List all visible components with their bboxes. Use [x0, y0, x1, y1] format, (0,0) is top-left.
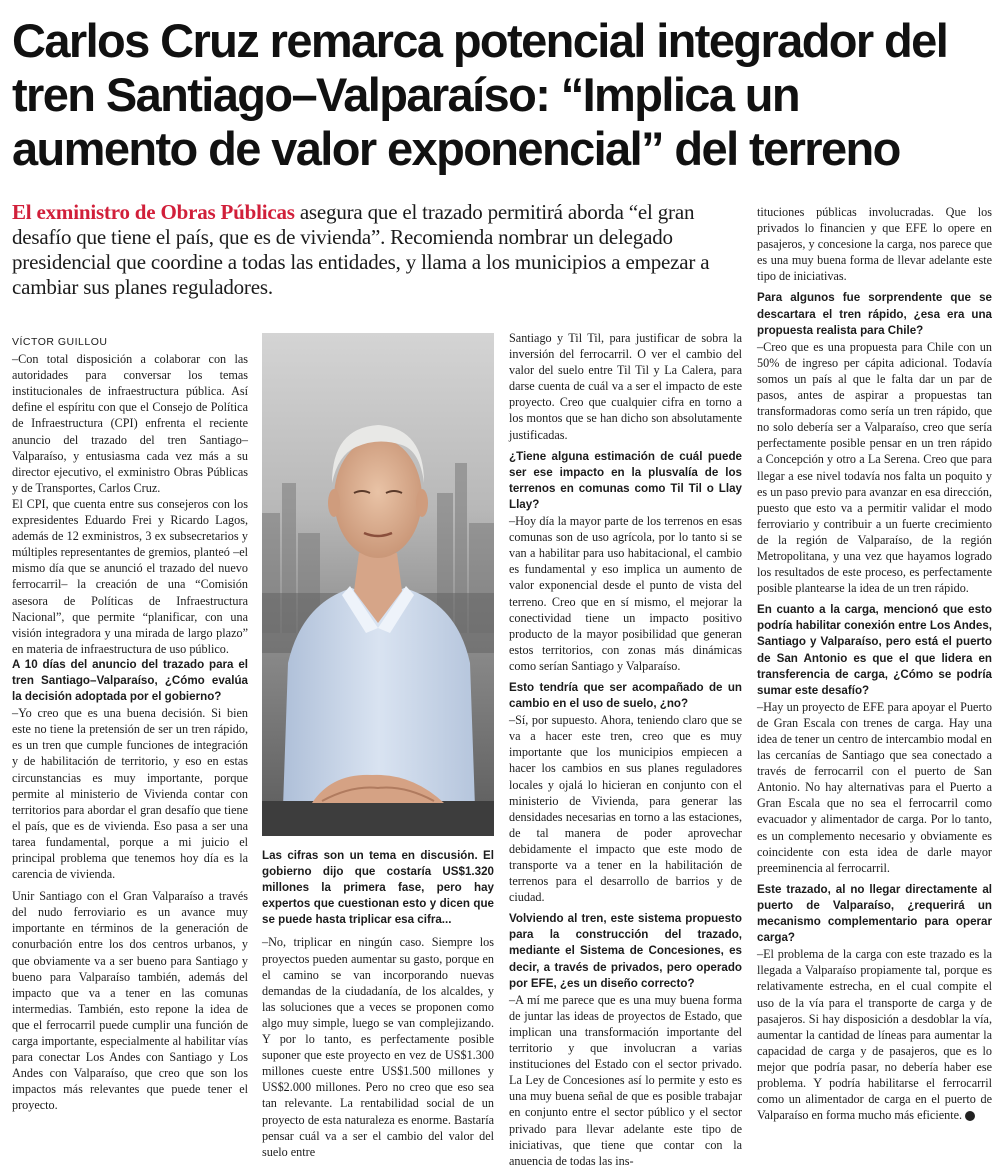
headline: Carlos Cruz remarca potencial integrador del tren Santiago–Valparaíso: “Implica un aumento de valor exponencial” del terreno [12, 14, 948, 175]
column-4 [757, 204, 992, 1123]
paragraph: –Con total disposición a colaborar con las autoridades para conversar los temas institucionales de infraestructura pública. Así define el espíritu con que el Consejo de Política de Infraestructura (CPI) enfrenta el reciente anuncio del trazado del tren Santiago–Valparaíso, y entusiasma cada vez más a su director ejecutivo, el exministro Obras Públicas y de Transportes, Carlos Cruz. [12, 352, 248, 495]
lead-text: asegura que el trazado permitirá aborda “el gran desafío que tiene el país, que es de vivienda”. Recomienda nombrar un delegado presidencial que coordine a todas las entidades, y llama a los municipios a empezar a cambiar sus planes reguladores. [12, 200, 710, 299]
photo-caption: Las cifras son un tema en discusión. El gobierno dijo que costaría US$1.320 millones la primera fase, pero hay expertos que cuestionan esto y dicen que se puede hasta triplicar esa cifra... [262, 849, 494, 927]
paragraph: –No, triplicar en ningún caso. Siempre los proyectos pueden aumentar su gasto, porque en el camino se van incorporando nuevas demandas de la ciudadanía, de los alcaldes, y las soluciones que a veces se proponen como algo muy simple, luego se van complejizando. Y por lo tanto, es perfectamente posible suponer que este proyecto en vez de US$1.300 millones cueste entre US$1.500 millones y US$2.000 millones. Pero no creo que eso sea tan relevante. La rentabilidad social de un proyecto de esta naturaleza es enorme. Bastaría pensar cuál va a ser el cambio del valor del suelo entre [262, 935, 494, 1159]
paragraph: –A mí me parece que es una muy buena forma de juntar las ideas de proyectos de Estado, que implican una transformación importante del territorio y que involucran a varias instituciones del Estado con el sector privado. La Ley de Concesiones así lo permite y esto es una muy buena señal de que es posible trabajar en conjunto entre el sector público y el sector privado para llevar adelante este tipo de iniciativas, que tiene que contar con la anuencia de todas las ins- [509, 992, 742, 1168]
interview-question: A 10 días del anuncio del trazado para el tren Santiago–Valparaíso, ¿Cómo evalúa la decisión adoptada por el gobierno? [12, 657, 248, 704]
column-3 [509, 330, 742, 1169]
interview-question: Este trazado, al no llegar directamente al puerto de Valparaíso, ¿requerirá un mecanismo complementario para operar carga? [757, 882, 992, 945]
paragraph: –Hoy día la mayor parte de los terrenos en esas comunas son de uso agrícola, por lo tanto si se van a habilitar para uso habitacional, el cambio es fundamental y eso implica un aumento de valor exponencial desde el punto de vista del terreno. Creo que en sí mismo, el mejorar la conectividad tiene un impacto positivo producto de la mayor posibilidad que generan estos territorios, con zonas más dinámicas como serían Santiago y Valparaíso. [509, 514, 742, 673]
paragraph: –Creo que es una propuesta para Chile con un 50% de ingreso per cápita adicional. Todavía somos un país al que le falta dar un par de pasos, antes de aspirar a propuestas tan transformadoras como sería un tren rápido, que no solo debería ser a Valparaíso, creo que sería perfectamente posible pensar en un tren rápido a Concepción y otro a La Serena. Creo que para llegar a ese nivel todavía nos falta un poquito y es un paso previo para avanzar en esa dirección, puesto que esto va a permitir validar el modo ferroviario y contribuir a un fuerte crecimiento de la región de Valparaíso, de la región Metropolitana, y una vez que hayamos logrado los resultados de este proceso, es perfectamente posible plantearse la idea de un tren rápido. [757, 339, 992, 596]
paragraph: Unir Santiago con el Gran Valparaíso a través del nudo ferroviario es un avance muy importante en términos de la generación de conurbación entre los dos centros urbanos, y que obviamente va a ser bueno para Santiago y bueno para Valparaíso también, además del impacto que va a tener en las comunas intermedias. También, esto repone la idea de que el ferrocarril puede cumplir una función de carga importante, especialmente al habilitar vías para conectar Los Andes con Santiago y Los Andes con Valparaíso, que creo que son los impactos más relevantes que puede tener el proyecto. [12, 889, 248, 1113]
portrait-photo [262, 333, 494, 836]
column-1 [12, 334, 248, 1114]
interview-question: Esto tendría que ser acompañado de un cambio en el uso de suelo, ¿no? [509, 680, 742, 711]
column-2 [262, 848, 494, 1160]
end-of-article-icon [965, 1111, 975, 1121]
interview-question: En cuanto a la carga, mencionó que esto podría habilitar conexión entre Los Andes, Santiago y Valparaíso, pero está el puerto de San Antonio es que el que lidera en transferencia de carga, ¿Cómo se podría sumar este desafío? [757, 603, 992, 697]
paragraph-final-text: –El problema de la carga con este trazado es la llegada a Valparaíso propiamente tal, porque es relativamente estrecha, en el cual compite el uso de la vía para el transporte de carga y de pasajeros. Si hay disposición a desdoblar la vía, aumentar la cantidad de líneas para aumentar la capacidad de carga y de pasajeros, que es lo mejor que podría pasar, no debería haber ese problema. Y podría habilitarse el ferrocarril como un alimentador de carga en el puerto de Valparaíso en forma mucho más eficiente. [757, 947, 992, 1123]
portrait-illustration [262, 333, 494, 836]
paragraph: Santiago y Til Til, para justificar de sobra la inversión del ferrocarril. O ver el cambio del valor del suelo entre Til Til y La Calera, para darse cuenta de cuál va a ser el impacto de este proyecto. Creo que cualquier cifra en torno a los montos que se han dicho son absolutamente justificadas. [509, 331, 742, 442]
paragraph: –Yo creo que es una buena decisión. Si bien este no tiene la pretensión de ser un tren rápido, es un tren que cumple funciones de integración y de habilitación de territorio, y eso en estas circunstancias es muy importante, porque permite al ministerio de Vivienda contar con territorios para abordar el gran desafío que tiene el país, que es de vivienda. Eso pasa a ser una tarea fundamental, porque a mi juicio el principal problema que tenemos hoy día es la carencia de vivienda. [12, 706, 248, 882]
interview-question: Para algunos fue sorprendente que se descartara el tren rápido, ¿esa era una propuesta realista para Chile? [757, 291, 992, 337]
interview-question: ¿Tiene alguna estimación de cuál puede ser ese impacto en la plusvalía de los terrenos en comunas como Til Til o Llay Llay? [509, 449, 742, 511]
paragraph: –Sí, por supuesto. Ahora, teniendo claro que se va a hacer este tren, creo que es muy importante que los municipios empiecen a hacer los cambios en sus planes reguladores locales y ojalá lo hicieran en conjunto con el ministerio de Vivienda, para generar las densidades necesarias en torno a las estaciones, de tal manera de poder aprovechar debidamente el impacto que este modo de transporte va a tener en la habilitación de terrenos para el desarrollo de barrios y de ciudad. [509, 713, 742, 905]
byline: VÍCTOR GUILLOU [12, 336, 108, 348]
paragraph: El CPI, que cuenta entre sus consejeros con los expresidentes Eduardo Frei y Ricardo Lagos, además de 12 exministros, 3 ex subsecretarios y múltiples representantes de gremios, planteó –el mismo día que se anunció el trazado del nuevo ferrocarril– la creación de una “Comisión asesora de Políticas de Infraestructura Nacional”, que permite “planificar, con una visión integradora y una mirada de largo plazo” en materia de infraestructura de uso público. [12, 496, 248, 656]
interview-question: Volviendo al tren, este sistema propuesto para la construcción del trazado, mediante el Sistema de Concesiones, es decir, a través de privados, pero operado por EFE, ¿es un diseño correcto? [509, 912, 742, 990]
paragraph: tituciones públicas involucradas. Que los privados lo financien y que EFE lo opere en pasajeros, y concesione la carga, nos parece que es una muy buena forma de llevar adelante este tipo de iniciativas. [757, 205, 992, 284]
lead-kicker: El exministro de Obras Públicas [12, 200, 295, 224]
lead-paragraph [12, 200, 747, 300]
paragraph: –Hay un proyecto de EFE para apoyar el Puerto de Gran Escala con trenes de carga. Hay una idea de tener un centro de intercambio modal en las cercanías de Santiago que sea conectado a través de ferrocarril con el puerto de San Antonio. No hay alternativas para el Puerto a Gran Escala que no sea el ferrocarril como evacuador y alimentador de carga. Por lo tanto, es un complemento necesario y obviamente es coincidente con esta idea de darle mayor preeminencia al ferrocarril. [757, 699, 992, 875]
paragraph-final [757, 946, 992, 1123]
